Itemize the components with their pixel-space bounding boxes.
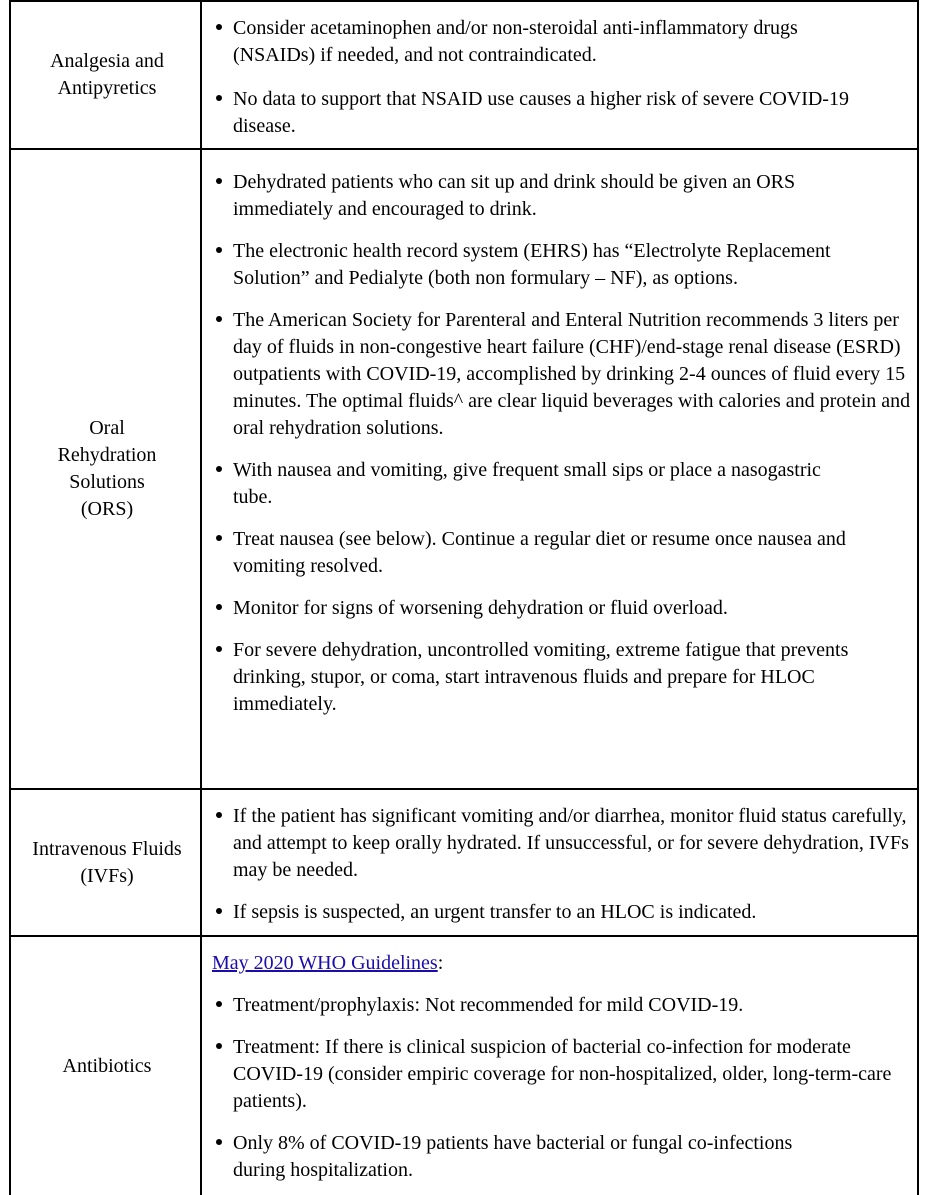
bullet-icon xyxy=(216,908,222,914)
list-item xyxy=(212,15,873,69)
list-item-text: The electronic health record system (EHRS) has “Electrolyte Replacement Solution” and Pedialyte (both non formulary – NF), as options. xyxy=(233,240,831,289)
row-content-antibiotics xyxy=(212,950,902,1184)
list-item xyxy=(212,637,903,718)
bullet-icon xyxy=(216,1139,222,1145)
list-item-text: Treatment: If there is clinical suspicion of bacterial co-infection for moderate COVID-19 (consider empiric coverage for non-hospitalized, older, long-term-care patients). xyxy=(233,1036,892,1112)
bullet-icon xyxy=(216,535,222,541)
list-item xyxy=(212,1130,833,1184)
list-item-text: The American Society for Parenteral and Enteral Nutrition recommends 3 liters per day of fluids in non-congestive heart failure (CHF)/end-stage renal disease (ESRD) outpatients with COVID-19, accomplished by drinking 2-4 ounces of fluid every 15 minutes. The optimal fluids^ are clear liquid beverages with calories and protein and oral rehydration solutions. xyxy=(233,309,911,439)
list-item xyxy=(212,238,893,292)
list-item xyxy=(212,169,863,223)
row-label-text: Intravenous Fluids (IVFs) xyxy=(32,837,182,887)
row-label-text: Antibiotics xyxy=(62,1054,152,1077)
list-item-text: Only 8% of COVID-19 patients have bacterial or fungal co-infections during hospitalization. xyxy=(233,1132,793,1181)
bullet-icon xyxy=(216,646,222,652)
link-suffix: : xyxy=(437,952,444,974)
row-content-ivf xyxy=(212,803,909,926)
bullet-icon xyxy=(216,604,222,610)
bullet-icon xyxy=(216,466,222,472)
row-label-analgesia xyxy=(12,2,202,148)
table-border-left xyxy=(9,0,11,1195)
list-item xyxy=(212,1034,903,1115)
list-item-text: Treat nausea (see below). Continue a regular diet or resume once nausea and vomiting resolved. xyxy=(233,528,846,577)
list-item-text: No data to support that NSAID use causes a higher risk of severe COVID-19 disease. xyxy=(233,88,849,137)
guideline-reference xyxy=(212,950,902,977)
row-label-text: Analgesia and Antipyretics xyxy=(50,50,164,99)
list-item-text: If sepsis is suspected, an urgent transfer to an HLOC is indicated. xyxy=(233,901,757,923)
row-label-ivf xyxy=(12,790,202,935)
list-item xyxy=(212,526,873,580)
list-item xyxy=(212,595,923,622)
list-item-text: Monitor for signs of worsening dehydration or fluid overload. xyxy=(233,597,728,619)
list-item xyxy=(212,992,923,1019)
list-item-text: Treatment/prophylaxis: Not recommended for mild COVID-19. xyxy=(233,994,744,1016)
bullet-icon xyxy=(216,812,222,818)
row-label-antibiotics xyxy=(12,937,202,1195)
row-label-ors xyxy=(12,150,202,788)
list-item-text: For severe dehydration, uncontrolled vomiting, extreme fatigue that prevents drinking, stupor, or coma, start intravenous fluids and prepare for HLOC immediately. xyxy=(233,639,849,715)
bullet-icon xyxy=(216,247,222,253)
bullet-icon xyxy=(216,24,222,30)
list-item xyxy=(212,803,923,884)
row-content-analgesia xyxy=(212,15,902,140)
bullet-icon xyxy=(216,95,222,101)
list-item xyxy=(212,86,873,140)
row-content-ors xyxy=(212,169,911,718)
list-item-text: Consider acetaminophen and/or non-steroidal anti-inflammatory drugs (NSAIDs) if needed, and not contraindicated. xyxy=(233,17,798,66)
bullet-icon xyxy=(216,1043,222,1049)
list-item-text: If the patient has significant vomiting and/or diarrhea, monitor fluid status carefully, and attempt to keep orally hydrated. If unsuccessful, or for severe dehydration, IVFs may be needed. xyxy=(233,805,909,881)
bullet-icon xyxy=(216,178,222,184)
list-item-text: With nausea and vomiting, give frequent small sips or place a nasogastric tube. xyxy=(233,459,821,508)
list-item xyxy=(212,457,853,511)
list-item xyxy=(212,899,923,926)
who-guidelines-link[interactable]: May 2020 WHO Guidelines xyxy=(212,952,438,974)
bullet-icon xyxy=(216,316,222,322)
list-item xyxy=(212,307,923,442)
row-label-text: Oral Rehydration Solutions (ORS) xyxy=(57,417,157,520)
list-item-text: Dehydrated patients who can sit up and drink should be given an ORS immediately and encouraged to drink. xyxy=(233,171,796,220)
bullet-icon xyxy=(216,1001,222,1007)
